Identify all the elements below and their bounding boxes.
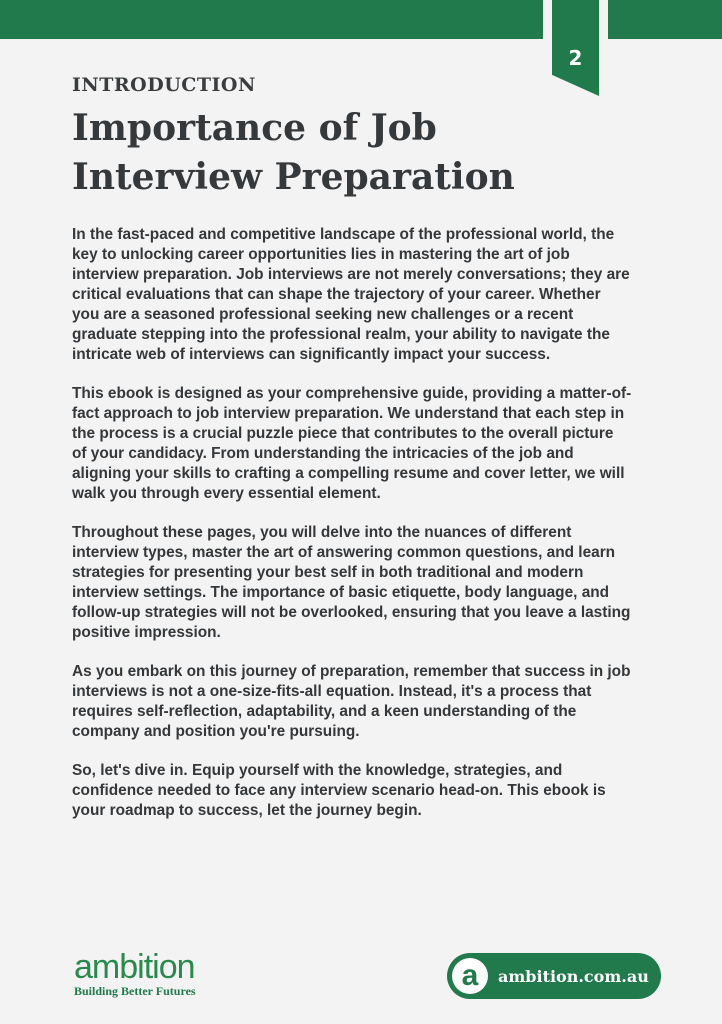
header-bar-right (608, 0, 722, 39)
body-text (72, 225, 632, 840)
header-bar-left (0, 0, 543, 39)
brand-name: ambition (74, 948, 195, 986)
website-badge[interactable] (447, 953, 661, 999)
brand-logo (74, 950, 196, 999)
brand-a-icon: a (452, 958, 488, 994)
paragraph-4: As you embark on this journey of preparation, remember that success in job interviews is not a one-size-fits-all equation. Instead, it's a process that requires self-reflection, adaptability, and a keen understanding of the company and position you're pursuing. (72, 663, 631, 740)
section-label: INTRODUCTION (72, 74, 256, 96)
paragraph-3: Throughout these pages, you will delve into the nuances of different interview types, master the art of answering common questions, and learn strategies for presenting your best self in both traditional and modern interview settings. The importance of basic etiquette, body language, and follow-up strategies will not be overlooked, ensuring that you leave a lasting positive impression. (72, 524, 631, 641)
paragraph-5: So, let's dive in. Equip yourself with the knowledge, strategies, and confidence needed to face any interview scenario head-on. This ebook is your roadmap to success, let the journey begin. (72, 762, 606, 819)
paragraph-2: This ebook is designed as your comprehensive guide, providing a matter-of-fact approach to job interview preparation. We understand that each step in the process is a crucial puzzle piece that contributes to the overall picture of your candidacy. From understanding the intricacies of the job and aligning your skills to crafting a compelling resume and cover letter, we will walk you through every essential element. (72, 385, 632, 502)
website-link[interactable]: ambition.com.au (498, 966, 649, 986)
paragraph-1: In the fast-paced and competitive landscape of the professional world, the key to unlocking career opportunities lies in mastering the art of job interview preparation. Job interviews are not merely conversations; they are critical evaluations that can shape the trajectory of your career. Whether you are a seasoned professional seeking new challenges or a recent graduate stepping into the professional realm, your ability to navigate the intricate web of interviews can significantly impact your success. (72, 226, 630, 363)
page-number: 2 (568, 46, 583, 70)
page-title: Importance of Job Interview Preparation (72, 107, 515, 198)
brand-tagline: Building Better Futures (74, 984, 196, 998)
